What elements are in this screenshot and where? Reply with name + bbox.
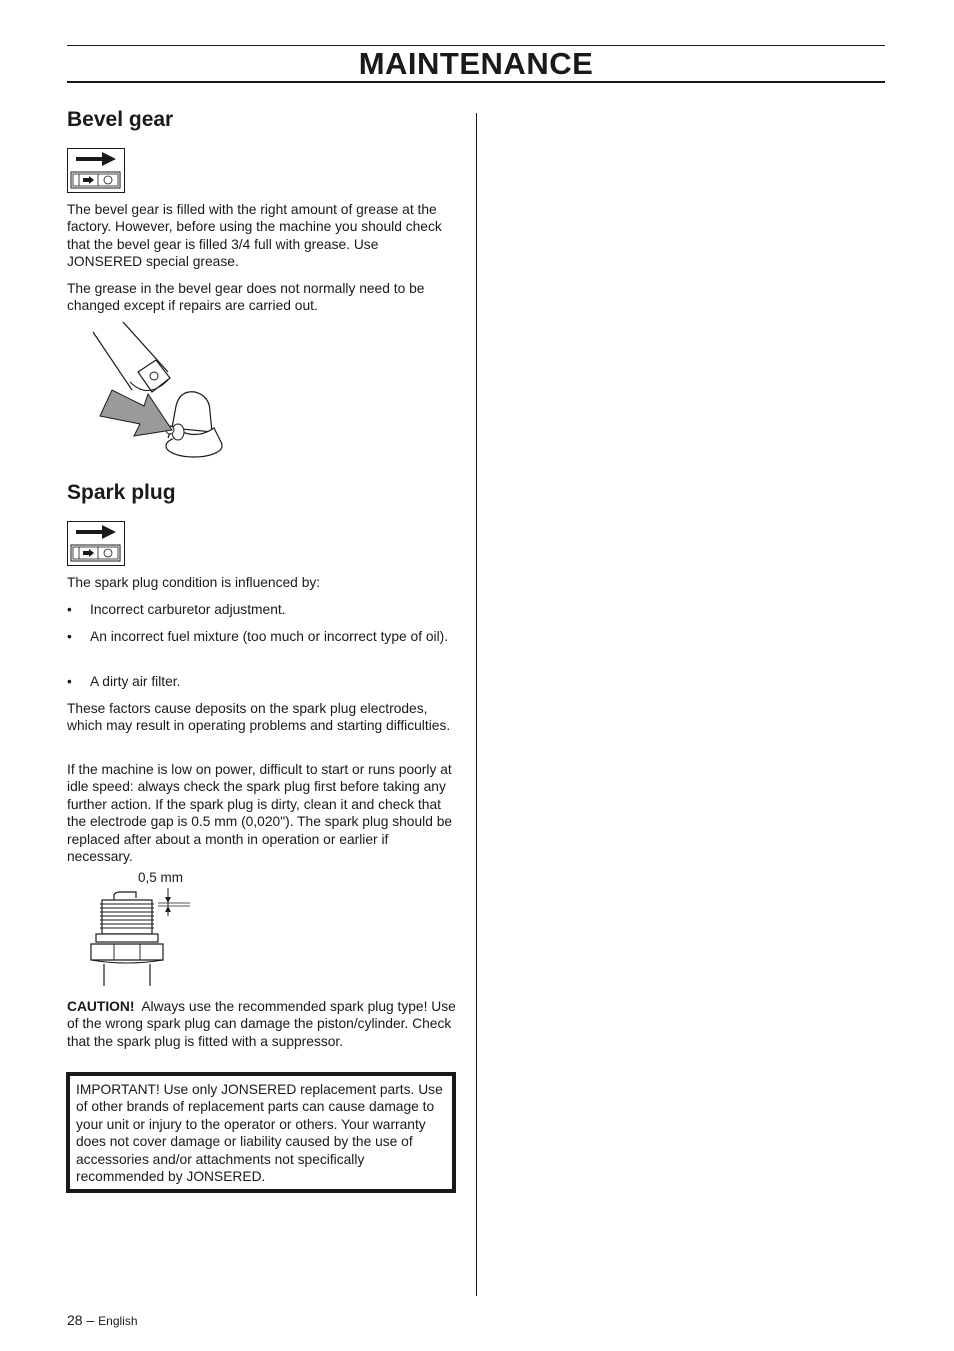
gap-label: 0,5 mm	[138, 870, 184, 885]
spark-intro: The spark plug condition is influenced by:	[67, 575, 321, 590]
column-divider	[476, 113, 477, 1296]
caution-paragraph	[67, 998, 457, 1050]
footer-language: English	[98, 1314, 138, 1328]
spark-paragraph-1: These factors cause deposits on the spark plug electrodes, which may result in operating problems and starting difficulties.	[67, 701, 451, 734]
bevel-paragraph-1: The bevel gear is filled with the right amount of grease at the factory. However, before using the machine you should check that the bevel gear is filled 3/4 full with grease. Use JONSERED special grease.	[67, 202, 442, 270]
page-number: 28	[67, 1312, 83, 1328]
spark-plug-illustration	[88, 886, 196, 993]
bevel-paragraph-2: The grease in the bevel gear does not normally need to be changed except if repairs are carried out.	[67, 281, 425, 314]
service-symbol-icon	[67, 521, 125, 566]
page-footer	[67, 1312, 138, 1328]
page-title: MAINTENANCE	[358, 46, 594, 81]
caution-label: CAUTION!	[67, 999, 135, 1014]
footer-dash: –	[86, 1312, 95, 1328]
bevel-gear-illustration	[90, 320, 230, 470]
spark-paragraph-2: If the machine is low on power, difficult to start or runs poorly at idle speed: always check the spark plug first before taking any further action. If the spark plug is dirty, clean it and check that the electrode gap is 0.5 mm (0,020"). The spark plug should be replaced after about a month in operation or earlier if necessary.	[67, 762, 453, 865]
bevel-gear-heading: Bevel gear	[67, 108, 174, 131]
service-symbol-icon	[67, 148, 125, 193]
caution-text: Always use the recommended spark plug type! Use of the wrong spark plug can damage the piston/cylinder. Check that the spark plug is fitted with a suppressor.	[67, 999, 456, 1049]
important-notice-box: IMPORTANT! Use only JONSERED replacement parts. Use of other brands of replacement parts can cause damage to your unit or injury to the operator or others. Your warranty does not cover damage or liability caused by the use of accessories and/or attachments not specifically recommended by JONSERED.	[66, 1072, 456, 1193]
spark-plug-heading: Spark plug	[67, 481, 176, 504]
header-bottom-rule	[67, 81, 885, 83]
